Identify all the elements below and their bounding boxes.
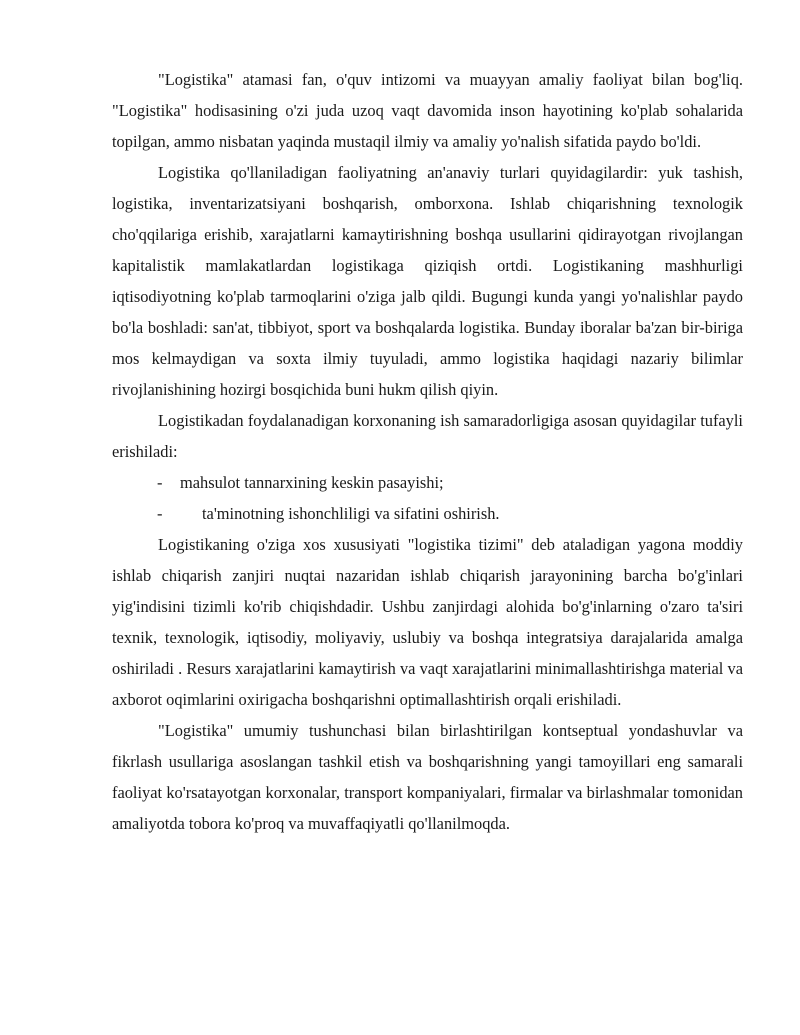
list-marker: - <box>157 504 163 523</box>
paragraph-5: "Logistika" umumiy tushunchasi bilan birlashtirilgan kontseptual yondashuvlar va fikrlash usullariga asoslangan tashkil etish va boshqarishning yangi tamoyillari eng samarali faoliyat ko'rsatayotgan korxonalar, transport kompaniyalari, firmalar va birlashmalar tomonidan amaliyotda tobora ko'proq va muvaffaqiyatli qo'llanilmoqda. <box>112 721 743 833</box>
paragraph-1: "Logistika" atamasi fan, o'quv intizomi va muayyan amaliy faoliyat bilan bog'liq. "Logistika" hodisasining o'zi juda uzoq vaqt davomida inson hayotining ko'plab sohalarida topilgan, ammo nisbatan yaqinda mustaqil ilmiy va amaliy yo'nalish sifatida paydo bo'ldi. <box>112 70 743 151</box>
list-item <box>112 467 743 498</box>
paragraph-4: Logistikaning o'ziga xos xususiyati "logistika tizimi" deb ataladigan yagona moddiy ishlab chiqarish zanjiri nuqtai nazaridan ishlab chiqarish jarayonining barcha bo'g'inlari yig'indisini tizimli ko'rib chiqishdadir. Ushbu zanjirdagi alohida bo'g'inlarning o'zaro ta'siri texnik, texnologik, iqtisodiy, moliyaviy, uslubiy va boshqa integratsiya darajalarida amalga oshiriladi . Resurs xarajatlarini kamaytirish va vaqt xarajatlarini minimallashtirishga material va axborot oqimlarini oxirigacha boshqarishni optimallashtirish orqali erishiladi. <box>112 535 743 709</box>
document-page <box>112 64 743 839</box>
list-item-text: ta'minotning ishonchliligi va sifatini oshirish. <box>202 504 500 523</box>
list-item-text: mahsulot tannarxining keskin pasayishi; <box>180 473 444 492</box>
list-marker: - <box>157 473 163 492</box>
paragraph-2: Logistika qo'llaniladigan faoliyatning an'anaviy turlari quyidagilardir: yuk tashish, logistika, inventarizatsiyani boshqarish, omborxona. Ishlab chiqarishning texnologik cho'qqilariga erishib, xarajatlarni kamaytirishning boshqa usullarini qidirayotgan rivojlangan kapitalistik mamlakatlardan logistikaga qiziqish ortdi. Logistikaning mashhurligi iqtisodiyotning ko'plab tarmoqlarini o'ziga jalb qildi. Bugungi kunda yangi yo'nalishlar paydo bo'la boshladi: san'at, tibbiyot, sport va boshqalarda logistika. Bunday iboralar ba'zan bir-biriga mos kelmaydigan va soxta ilmiy tuyuladi, ammo logistika haqidagi nazariy bilimlar rivojlanishining hozirgi bosqichida buni hukm qilish qiyin. <box>112 163 743 399</box>
list-item <box>112 498 743 529</box>
paragraph-3: Logistikadan foydalanadigan korxonaning ish samaradorligiga asosan quyidagilar tufayli erishiladi: <box>112 411 743 461</box>
